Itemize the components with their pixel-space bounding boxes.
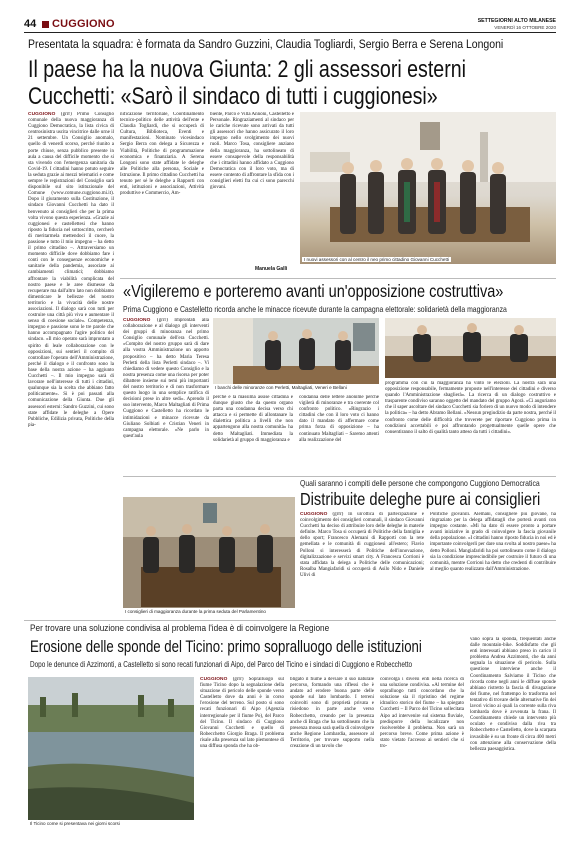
article2-text-2: perché è la massima assise cittadina e dunque giusto che da questo organo parta una condanna decisa verso chi attacca e si permette di allontanare la dialettica politica a livelli che non appartengono alla nostra comunità» ha detto Maltagliati. Immediata la solidarietà al gruppo di maggioranza e — [213, 395, 293, 443]
article1-headline — [28, 56, 568, 110]
divider-1 — [120, 278, 556, 279]
article1-title-line2: Cucchetti: «Sarò il sindaco di tutti i cuggionesi» — [28, 83, 438, 110]
article1-text-2: nificazione territoriale, Coordinamento tecnico-politico delle attività dell'ente e Claudia Togliardi, che si occuperà di Cultura, Biblioteca, Eventi e manifestazioni. Nominato vicesindaco Sergio Berra con delega a Sicurezza e Viabilità, Politiche di programmazione economica e finanziaria. A Serena Longoni sono state affidate le deleghe alle Politiche alla persona, Sociale e Istruzione. Il primo cittadino Cucchetti ha tenuto per sé le deleghe a Rapporti con enti, istituzioni e associazioni, Attività produttive e Commercio, Am- — [120, 112, 204, 197]
article3-column-2 — [430, 512, 556, 616]
section-marker — [42, 21, 49, 28]
minoranze-photo-caption: I banchi delle minoranze con Perletti, Maltagliati, Veneri e Bellani — [213, 384, 379, 392]
article2-column-4 — [385, 381, 556, 472]
header-rule — [24, 32, 556, 33]
article4-text-4: vano sopra la sponda, frequentati anche dalle mountain-bike. Soddisfatto che gli enti interessati abbiano preso in carico il problema Andrea Azzimonti, che da anni segnala la situazione di pericolo. Sulla questione interviene anche il Coordinamento Salviamo il Ticino che ricorda come negli anni le diffuse sponde abbiano ristretto la fascia di divagazione del fiume, nel frattempo lo trasforma nel tentativo di trovare delle alternative fin dei lavori vicino ai quali la corrente sulla riva lombarda dove è avvenuta la frana. Il Coordinamento chiede un intervento più oculato e condiviso dalla riva tra Robecchetto e Castelletto, dove la scarpata invasibile è su un fronte di circa 400 metri con attenzione alla conservazione della bellezza paesaggistica. — [470, 637, 556, 752]
article3-title: Distribuite deleghe pure ai consiglieri — [300, 489, 541, 509]
article2-text-4: programma con cui la maggioranza ha vinto le elezioni. La nostra sarà una opposizione responsabile, fermamente proposte nell'interesse dei cittadini e diverso quando l'Amministrazione sbaglierà». La ricerca di un dialogo costruttivo e trasparente condiviso saranno oggetto del mandato del gruppo Agorà. «Ci auguriamo che il saper ascoltare del sindaco Cucchetti sia foriero di un nuovo modo di intendere la politica» – ha detto Abramo Bellani. «Nessun pregiudizio da parte nostra, perché il confronto come delle difficoltà che troverete per riportare Cuggiono prima in condizioni accettabili e poi affrontando progettualmente quelle opere che consentiranno il salto di qualità tanto atteso da tutti i cittadini». — [385, 381, 556, 435]
opposizione-photo-art — [385, 318, 556, 378]
article4-column-2 — [290, 677, 374, 827]
ticino-photo — [28, 677, 194, 827]
article1-column-3 — [210, 112, 294, 265]
article1-overline: Presentata la squadra: è formata da Sandro Guzzini, Claudia Togliardi, Sergio Berra e Serena Longoni — [28, 37, 504, 51]
giunta-photo-caption: I nuovi assessori con al centro il neo primo cittadino Giovanni Cucchetti — [304, 256, 450, 262]
article2-text-3: condanna delle lettere anonime perché vigilerà di minoranze e tra coerente col confronto politico. «Ringrazio i cittadini che con il loro voto ci hanno dato il mandato di affermare come prima forza di opposizione – ha continuato Maltagliati – Saremo attenti alla realizzazione del — [299, 395, 379, 443]
article2-text-1: (grrr) Improntati alla collaborazione e al dialogo gli interventi dei gruppi di minoranza nel primo Consiglio comunale dell'era Cucchetti. «Compito del nostro gruppo sarà di dare alla vostra Amministrazione un apporto propositivo – ha detto Maria Teresa Perletti della lista Perletti sindaco –. Vi chiediamo di vedere questo Consiglio e la nostra presenza come una risorsa per poter dibattere insieme sui temi più importanti del nostro territorio e di non trasformare questo luogo in una semplice ratifica di decisioni prese in altre sedi». Aprendo il suo intervento, Marco Maltagliati di Prima Cuggiono e Castelletto ha ricordato le intimidazioni e minacce ricevute da Giuliano Solbiati e Cristian Veneri in campagna elettorale. «Ne parlo in quest'aula — [123, 318, 209, 439]
article1-signature: Manuela Galli — [255, 266, 288, 272]
article1-kicker: CUGGIONO — [28, 112, 61, 117]
article3-kicker: CUGGIONO — [300, 512, 333, 517]
article3-text-2: Politiche giovanili. Alemani, consigliere più giovane, ha ringraziato per la delega affidatagli che porterà avanti con impegno costante. «Mi ha dato di essere pronto a portare avanti iniziative in grado di coinvolgere la fascia giovanile della popolazione. «I cittadini hanno riposto fiducia in noi ed è importante coinvolgerli per dare una svolta al nostro paese» ha detto Polloni. Mangiafaridi ha poi sottolineato come il dialogo sia la condizione imprescindibile per costruire il futuro di una comunità, mentre Corrioni ha detto che credenti di contribuire al meglio quanto realizzato dall'Amministrazione. — [430, 512, 556, 572]
consiglieri-photo-caption: I consiglieri di maggioranza durante la prima seduta del Parlamentino — [123, 608, 295, 616]
ticino-photo-art — [28, 677, 194, 827]
article3-text-1: (grrr) In un'ottica di partecipazione e coinvolgimento dei consiglieri comunali, il sindaco Giovanni Cucchetti ha deciso di attribuire loro delle deleghe in materie definite. Marco Tosa si occuperà di Politiche della famiglia e dello sport; Francesco Alemani di Rapporti con la rete gemellata e le comunità di cuggionesi all'estero; Flavio Polloni si interesserà di Politiche dell'innovazione, digitalizzazione e servizi smart city. A Francesca Corrioni è stata affidata la delega a Politiche delle comunicazioni; Rosalba Mangiafaridi si occuperà di Asilo Nido e Daniele Ulivi di — [300, 512, 424, 578]
article4-column-4 — [470, 637, 556, 827]
article2-subtitle: Prima Cuggiono e Castelletto ricorda anche le minacce ricevute durante la campagna elettorale: solidarietà della maggioranza — [123, 305, 507, 314]
article4-column-3 — [380, 677, 464, 827]
article3-column-1 — [300, 512, 424, 616]
giunta-photo-art — [300, 112, 556, 264]
article4-subtitle: Dopo le denunce di Azzimonti, a Castelletto si sono recati funzionari di Aipo, del Parco del Ticino e i sindaci di Cuggiono e Robecchetto — [30, 660, 413, 669]
article1-text-1: (grrr) Primo Consiglio comunale della nuova maggioranza di Cuggiono Democratica, la lista civica di centrosinistra uscita vincitrice dalle urne il 21 settembre. Un Consiglio anomalo, quello di venerdì scorso, perché riunito a porte chiuse, senza pubblico presente in aula a causa del difficile momento che si sta vivendo con l'emergenza sanitaria da Covid-19. I cittadini hanno potuto seguire la seduta grazie ai mezzi telematici e come sempre le registrazioni del Consiglio sarà disponibile sul sito istituzionale del Comune (www.comune.cuggiono.mi.it). Dopo il giuramento sulla Costituzione, il sindaco Giovanni Cucchetti ha dato il benvenuto ai consiglieri che per la prima volta vivono questa esperienza. «Grazie ai cuggionesi e castellettesi che hanno riposto la fiducia nel sottoscritto, cercherò di meritarmela mettendoci il cuore, la passione e tutto il mio impegno – ha detto il primo cittadino –. Attraversiamo un momento difficile dove dobbiamo fare i conti con le conseguenze economiche e sanitarie della pandemia, associate ai cambiamenti climatici; dobbiamo affrontare la viabilità complicata del nostro paese e le aree dismesse da recuperare ma dall'altro lato non dobbiamo dimenticare le bellezze del nostro territorio e la vivacità delle nostre associazioni. Il dialogo sarà con tutti per costruire una città più viva e aumentare il senso di coesione sociale». Competenza, impegno e passione sono le tre parole che hanno accompagnato l'agire politico del sindaco. «Il mio operato sarà improntato a spirito di leale collaborazione con le opposizioni, sui sentieri il compito di controllare l'operato dell'Amministrazione, perché il dialogo e il confronto sono la base della nostra azione – ha aggiunto Cucchetti –. Il mio impegno sarà di lavorare nell'interesse di tutti i cittadini, qualunque sia la scelta che abbiano fatto politicamente». Si è poi passati alla comunicazione della Giunta. Due gli assessori esterni: Sandro Guzzini, cui sono state affidate le deleghe a Opere Pubbliche, Edilizia privata, Politiche della pia- — [28, 112, 114, 428]
page-header — [24, 18, 556, 32]
article2-column-3 — [299, 395, 379, 472]
consiglieri-photo — [123, 497, 295, 615]
ticino-photo-caption: Il Ticino come si presentava nei giorni scorsi — [28, 820, 194, 828]
divider-2 — [123, 476, 556, 477]
article1-column-1 — [28, 112, 114, 532]
article4-text-2: bligato il fiume a deviare il suo naturale percorso, formando una riflessi che è andato ad erodere buona parte delle sponde sul lato lombardo. I terreni coinvolti sono di proprietà privata e risiedono in parte anche verso Robecchetto, creando per la presenza anche di Braga che ha sottolineato che la presenza mossa sarà quella di coinvolgere anche Regione Lombardia, assessore al Territorio, per trovare supporto nella creazione di un tavolo che — [290, 677, 374, 750]
divider-3 — [24, 620, 556, 621]
article1-column-2 — [120, 112, 204, 273]
article4-title: Erosione delle sponde del Ticino: primo sopralluogo delle istituzioni — [30, 638, 422, 656]
section-name: CUGGIONO — [52, 18, 115, 30]
article2-column-2 — [213, 395, 293, 472]
article4-kicker: CUGGIONO — [200, 677, 233, 682]
opposizione-photo — [385, 318, 556, 378]
consiglieri-photo-art — [123, 497, 295, 615]
article1-title-line1: Il paese ha la nuova Giunta: 2 gli assessori esterni — [28, 56, 466, 83]
article4-overline: Per trovare una soluzione condivisa al problema l'idea è di coinvolgere la Regione — [30, 623, 330, 634]
article2-title: «Vigileremo e porteremo avanti un'opposizione costruttiva» — [123, 281, 504, 301]
article3-overline: Quali saranno i compiti delle persone che compongono Cuggiono Democratica — [300, 479, 540, 488]
paper-name: SETTEGIORNI ALTO MILANESE — [477, 18, 556, 24]
minoranze-photo — [213, 318, 379, 391]
article2-column-1 — [123, 318, 209, 472]
page-number: 44 — [24, 18, 37, 30]
article1-text-3: biente, Parco e Villa Annoni, Castelletto e Personale. Ringraziamenti al sindaco per le cariche ricevute sono arrivati da tutti gli assessori che hanno assicurato il loro impegno nello svolgimento dei nuovi ruoli. Marco Tosa, consigliere anziano della maggioranza, ha sottolineato di essere consapevole della responsabilità che i cittadini hanno affidato a Cuggiono Democratica con il loro voto, ma di essere contento di affrontare la sfida con i consiglieri eletti fra cui ci sono parecchi giovani. — [210, 112, 294, 191]
article4-column-1 — [200, 677, 284, 827]
minoranze-photo-art — [213, 318, 379, 391]
giunta-photo — [300, 112, 556, 264]
article2-kicker: CUGGIONO — [123, 318, 158, 323]
article4-text-3: coinvolga i diversi enti nella ricerca di una soluzione condivisa. «Al termine del sopralluogo tutti concordano che la soluzione sia il ripristino del regime idraulico storico del fiume – ha spiegato Cucchetti – Il Parco del Ticino sollecitata Aipo ad intervenire sul sistema fluviale, predisporre della localizzare non risolverebbe il problema. Non sarà un percorso breve. Come prima azione è stato vietato l'accesso ai sentieri che si tro- — [380, 677, 464, 750]
article4-text-1: (grrr) Sopralluogo sul fiume Ticino dopo la segnalazione della situazione di pericolo delle sponde verso Castelletto dove da anni è in corso l'erosione del terreno. Sul posto si sono recati funzionari di Aipo (Agenzia interregionale per il fiume Po), del Parco del Ticino. Il sindaco di Cuggiono Giovanni Cucchetti e quello di Robecchetto Giorgio Braga. Il problema risale alla presenza sul lato piemontese di una diffusa sponda che ha ob- — [200, 677, 284, 750]
issue-date: VENERDÌ 16 OTTOBRE 2020 — [494, 24, 556, 30]
